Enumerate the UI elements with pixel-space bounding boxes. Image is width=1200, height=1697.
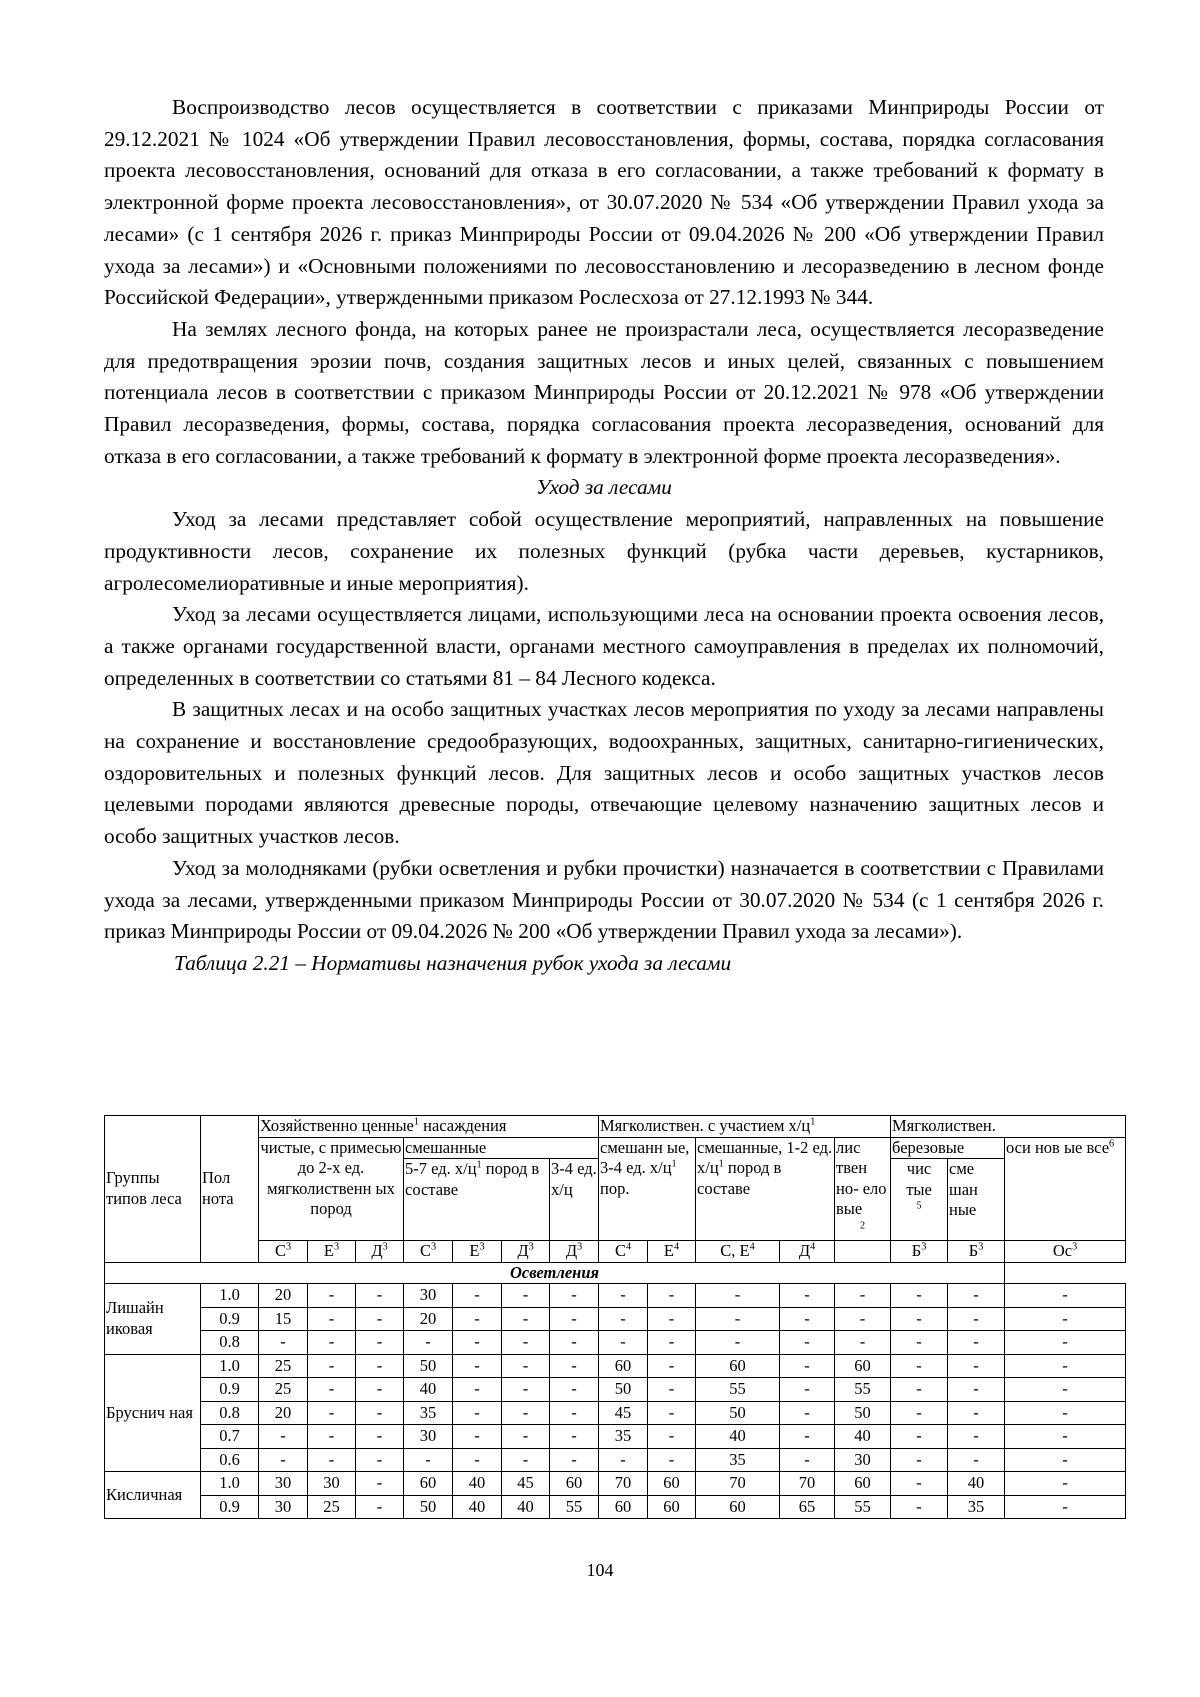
table-cell: - [948, 1307, 1005, 1331]
table-cell: 60 [599, 1354, 648, 1378]
table-cell: 15 [259, 1307, 308, 1331]
table-data-body [105, 1284, 1126, 1519]
table-cell: 50 [404, 1495, 453, 1519]
table-cell: 55 [835, 1378, 891, 1402]
table-caption: Таблица 2.21 – Нормативы назначения рубок ухода за лесами [174, 950, 732, 975]
table-cell: 40 [696, 1425, 780, 1449]
table-cell: 65 [780, 1495, 835, 1519]
table-cell: 40 [453, 1495, 502, 1519]
table-cell: - [780, 1401, 835, 1425]
table-cell: - [550, 1354, 599, 1378]
header-birch-pure: чис тые $^5$ [891, 1159, 948, 1241]
table-cell: - [696, 1331, 780, 1355]
table-cell: - [648, 1354, 696, 1378]
table-cell: 60 [696, 1495, 780, 1519]
table-cell: - [356, 1284, 404, 1308]
header-polnota: Пол нота [201, 1116, 259, 1263]
table-cell: - [550, 1401, 599, 1425]
table-cell: 60 [696, 1354, 780, 1378]
table-cell: - [891, 1472, 948, 1496]
table-cell: - [453, 1331, 502, 1355]
polnota-cell: 1.0 [201, 1472, 259, 1496]
table-cell: - [599, 1331, 648, 1355]
table-cell: 60 [550, 1472, 599, 1496]
table-row [105, 1472, 1126, 1496]
table-cell: 60 [599, 1495, 648, 1519]
table-cell: - [1005, 1307, 1126, 1331]
table-cell: - [835, 1307, 891, 1331]
species-code-cell: $С^3$ [404, 1241, 453, 1263]
table-cell: 60 [648, 1472, 696, 1496]
table-cell: 20 [259, 1284, 308, 1308]
table-cell: - [453, 1307, 502, 1331]
table-cell: - [891, 1354, 948, 1378]
species-code-cell: $Б^3$ [891, 1241, 948, 1263]
table-cell: - [502, 1378, 550, 1402]
table-cell: - [1005, 1425, 1126, 1449]
table-cell: - [1005, 1284, 1126, 1308]
table-cell: 40 [948, 1472, 1005, 1496]
table-cell: - [356, 1448, 404, 1472]
table-cell: - [780, 1425, 835, 1449]
table-cell: - [550, 1378, 599, 1402]
species-code-cell: $Д^3$ [550, 1241, 599, 1263]
header-mixed-5-7: 5-7 ед. $х/ц^1$ пород в составе [404, 1159, 550, 1241]
table-cell: 60 [404, 1472, 453, 1496]
species-code-cell: $С^3$ [259, 1241, 308, 1263]
table-cell: 25 [308, 1495, 356, 1519]
table-cell: 30 [259, 1495, 308, 1519]
table-row [105, 1331, 1126, 1355]
table-cell: - [948, 1331, 1005, 1355]
table-cell: 30 [835, 1448, 891, 1472]
table-cell: - [1005, 1495, 1126, 1519]
table-cell: - [948, 1425, 1005, 1449]
header-birch-mixed: сме шан ные [948, 1159, 1005, 1241]
table-cell: - [308, 1284, 356, 1308]
species-code-cell: $Д^4$ [780, 1241, 835, 1263]
table-cell: 50 [696, 1401, 780, 1425]
species-code-cell: $Д^3$ [356, 1241, 404, 1263]
table-cell: - [404, 1448, 453, 1472]
table-cell: - [780, 1354, 835, 1378]
table-cell: - [308, 1307, 356, 1331]
section-title-osvetleniya: Осветления [105, 1262, 1005, 1284]
table-header-row-1 [105, 1116, 1126, 1138]
standards-table [104, 1115, 1126, 1519]
table-cell: - [648, 1307, 696, 1331]
table-cell: - [835, 1284, 891, 1308]
polnota-cell: 0.8 [201, 1331, 259, 1355]
table-cell: - [599, 1284, 648, 1308]
table-cell: - [308, 1401, 356, 1425]
table-cell: 35 [696, 1448, 780, 1472]
table-cell: - [948, 1354, 1005, 1378]
paragraph-care-actors: Уход за лесами осуществляется лицами, использующими леса на основании проекта освоения лесов, а также органами государственной власти, органами местного самоуправления в пределах их полномочий, определенных в соответствии со статьями 81 – 84 Лесного кодекса. [104, 602, 1104, 690]
table-cell: 55 [550, 1495, 599, 1519]
table-cell: - [891, 1425, 948, 1449]
table-cell: - [948, 1378, 1005, 1402]
header-mixed-1-2: смешанные, 1-2 ед. $х/ц^1$ пород в составе [696, 1137, 835, 1241]
table-cell: 30 [404, 1284, 453, 1308]
table-cell: - [502, 1331, 550, 1355]
table-cell: - [356, 1307, 404, 1331]
table-cell: - [891, 1378, 948, 1402]
table-cell: - [356, 1425, 404, 1449]
table-cell: - [948, 1401, 1005, 1425]
table-cell: - [502, 1448, 550, 1472]
table-cell: 25 [259, 1378, 308, 1402]
table-species-codes-row [105, 1241, 1126, 1263]
species-code-cell: $Б^3$ [948, 1241, 1005, 1263]
table-cell: 50 [599, 1378, 648, 1402]
table-cell: - [696, 1284, 780, 1308]
table-row [105, 1378, 1126, 1402]
table-cell: - [648, 1425, 696, 1449]
table-cell: - [648, 1378, 696, 1402]
table-cell: 40 [502, 1495, 550, 1519]
table-cell: 40 [835, 1425, 891, 1449]
table-cell: - [599, 1307, 648, 1331]
table-cell: 40 [453, 1472, 502, 1496]
header-pure: чистые, с примесью до 2-х ед. мягколиственн ых пород [259, 1137, 404, 1241]
table-cell: - [1005, 1354, 1126, 1378]
table-cell: - [891, 1331, 948, 1355]
table-cell: 20 [259, 1401, 308, 1425]
species-code-cell: $Ос^3$ [1005, 1241, 1126, 1263]
table-cell: - [453, 1284, 502, 1308]
forest-type-group-cell: Лишайн иковая [105, 1284, 201, 1355]
table-cell: - [356, 1378, 404, 1402]
table-cell: - [308, 1448, 356, 1472]
table-cell: 35 [404, 1401, 453, 1425]
table-row [105, 1307, 1126, 1331]
table-cell: 50 [835, 1401, 891, 1425]
table-cell: 35 [599, 1425, 648, 1449]
table-cell: - [502, 1307, 550, 1331]
table-cell: 45 [502, 1472, 550, 1496]
species-code-cell [835, 1241, 891, 1263]
table-section-row [105, 1262, 1126, 1284]
polnota-cell: 0.9 [201, 1495, 259, 1519]
table-cell: - [453, 1378, 502, 1402]
table-cell: - [891, 1401, 948, 1425]
table-cell: 70 [696, 1472, 780, 1496]
table-cell: - [835, 1331, 891, 1355]
table-cell: - [356, 1401, 404, 1425]
header-3-4-units: 3-4 ед. х/ц [550, 1159, 599, 1241]
table-cell: 30 [404, 1425, 453, 1449]
table-cell: 50 [404, 1354, 453, 1378]
table-cell: - [780, 1307, 835, 1331]
header-birch: березовые [891, 1137, 1005, 1159]
table-cell: 55 [835, 1495, 891, 1519]
paragraph-afforestation: На землях лесного фонда, на которых ранее не произрастали леса, осуществляется лесоразведение для предотвращения эрозии почв, создания защитных лесов и иных целей, связанных с повышением потенциала лесов в соответствии с приказом Минприроды России от 20.12.2021 № 978 «Об утверждении Правил лесоразведения, формы, состава, порядка согласования проекта лесоразведения, оснований для отказа в его согласовании, а также требований к формату в электронной форме проекта лесоразведения». [104, 316, 1104, 468]
table-cell: - [1005, 1378, 1126, 1402]
species-code-cell: $Е^3$ [453, 1241, 502, 1263]
header-aspen: оси нов ые все$^6$ [1005, 1137, 1126, 1241]
table-cell: - [356, 1495, 404, 1519]
header-valuable-stands: Хозяйственно ценные$^1$ насаждения [259, 1116, 599, 1138]
table-cell: - [780, 1284, 835, 1308]
species-code-cell: С, $Е^4$ [696, 1241, 780, 1263]
table-cell: 45 [599, 1401, 648, 1425]
table-cell: - [648, 1401, 696, 1425]
table-cell: - [550, 1448, 599, 1472]
page-number: 104 [586, 1560, 614, 1580]
table-cell: - [1005, 1401, 1126, 1425]
table-cell: - [356, 1354, 404, 1378]
table-cell: - [356, 1331, 404, 1355]
table-cell: - [948, 1448, 1005, 1472]
table-cell: - [1005, 1331, 1126, 1355]
species-code-cell: $Е^4$ [648, 1241, 696, 1263]
polnota-cell: 0.7 [201, 1425, 259, 1449]
table-cell: - [453, 1448, 502, 1472]
table-cell: - [502, 1401, 550, 1425]
table-cell: 70 [599, 1472, 648, 1496]
table-cell: - [780, 1331, 835, 1355]
table-row [105, 1401, 1126, 1425]
polnota-cell: 1.0 [201, 1284, 259, 1308]
table-cell: - [404, 1331, 453, 1355]
polnota-cell: 1.0 [201, 1354, 259, 1378]
table-cell: - [550, 1307, 599, 1331]
table-cell: 30 [259, 1472, 308, 1496]
table-cell: 55 [696, 1378, 780, 1402]
table-cell: 30 [308, 1472, 356, 1496]
table-cell: - [550, 1425, 599, 1449]
document-body [104, 92, 1104, 998]
table-cell: - [891, 1495, 948, 1519]
table-cell: 20 [404, 1307, 453, 1331]
table-row [105, 1448, 1126, 1472]
header-leaf-spruce: лис твен но- ело вые $^2$ [835, 1137, 891, 1241]
table-cell: - [259, 1331, 308, 1355]
table-cell: - [356, 1472, 404, 1496]
table-cell: - [648, 1448, 696, 1472]
table-cell: - [259, 1425, 308, 1449]
header-soft-with-valuable: Мягколиствен. с участием $х/ц^1$ [599, 1116, 891, 1138]
header-mixed-3-4: смешанн ые, 3-4 ед. $х/ц^1$ пор. [599, 1137, 696, 1241]
table-cell: 60 [648, 1495, 696, 1519]
polnota-cell: 0.6 [201, 1448, 259, 1472]
table-cell: 70 [780, 1472, 835, 1496]
table-cell: - [948, 1284, 1005, 1308]
table-cell: 60 [835, 1354, 891, 1378]
table-cell: - [599, 1448, 648, 1472]
header-group-types: Группы типов леса [105, 1116, 201, 1263]
table-cell: - [308, 1354, 356, 1378]
table-cell: - [308, 1425, 356, 1449]
table-cell: - [259, 1448, 308, 1472]
polnota-cell: 0.9 [201, 1378, 259, 1402]
table-cell: 35 [948, 1495, 1005, 1519]
table-cell: - [550, 1284, 599, 1308]
table-cell: - [891, 1448, 948, 1472]
header-mixed: смешанные [404, 1137, 599, 1159]
table-cell: - [648, 1331, 696, 1355]
polnota-cell: 0.8 [201, 1401, 259, 1425]
table-cell: - [453, 1354, 502, 1378]
table-cell: - [453, 1425, 502, 1449]
table-cell: - [696, 1307, 780, 1331]
polnota-cell: 0.9 [201, 1307, 259, 1331]
table-row [105, 1425, 1126, 1449]
table-cell: - [1005, 1472, 1126, 1496]
table-cell: 60 [835, 1472, 891, 1496]
forest-type-group-cell: Бруснич ная [105, 1354, 201, 1472]
table-row [105, 1284, 1126, 1308]
table-cell: - [453, 1401, 502, 1425]
table-cell: - [891, 1284, 948, 1308]
table-cell: - [502, 1425, 550, 1449]
species-code-cell: $Д^3$ [502, 1241, 550, 1263]
table-cell: - [891, 1307, 948, 1331]
table-header-row-2 [105, 1137, 1126, 1159]
paragraph-reproduction: Воспроизводство лесов осуществляется в соответствии с приказами Минприроды России от 29.12.2021 № 1024 «Об утверждении Правил лесовосстановления, формы, состава, порядка согласования проекта лесовосстановления, оснований для отказа в его согласовании, а также требований к формату в электронной форме проекта лесовосстановления», от 30.07.2020 № 534 «Об утверждении Правил ухода за лесами» (с 1 сентября 2026 г. приказ Минприроды России от 09.04.2026 № 200 «Об утверждении Правил ухода за лесами») и «Основными положениями по лесовосстановлению и лесоразведению в лесном фонде Российской Федерации», утвержденными приказом Рослесхоза от 27.12.1993 № 344. [104, 95, 1104, 310]
forest-type-group-cell: Кисличная [105, 1472, 201, 1519]
header-softwood: Мягколиствен. [891, 1116, 1126, 1138]
paragraph-care-definition: Уход за лесами представляет собой осуществление мероприятий, направленных на повышение продуктивности лесов, сохранение их полезных функций (рубка части деревьев, кустарников, агролесомелиоративные и иные мероприятия). [104, 507, 1104, 595]
table-cell: - [502, 1284, 550, 1308]
table-cell: - [648, 1284, 696, 1308]
table-cell: - [502, 1354, 550, 1378]
table-cell: 40 [404, 1378, 453, 1402]
species-code-cell: $С^4$ [599, 1241, 648, 1263]
paragraph-young-stands: Уход за молодняками (рубки осветления и рубки прочистки) назначается в соответствии с Правилами ухода за лесами, утвержденными приказом Минприроды России от 30.07.2020 № 534 (с 1 сентября 2026 г. приказ Минприроды России от 09.04.2026 № 200 «Об утверждении Правил ухода за лесами»). [104, 855, 1104, 944]
table-cell: - [308, 1331, 356, 1355]
table-cell: - [1005, 1448, 1126, 1472]
table-cell: 25 [259, 1354, 308, 1378]
paragraph-protective-forests: В защитных лесах и на особо защитных участках лесов мероприятия по уходу за лесами направлены на сохранение и восстановление средообразующих, водоохранных, защитных, санитарно-гигиенических, оздоровительных и полезных функций лесов. Для защитных лесов и особо защитных участков лесов целевыми породами являются древесные породы, отвечающие целевому назначению защитных лесов и особо защитных участков лесов. [104, 697, 1104, 849]
section-heading: Уход за лесами [536, 475, 672, 500]
species-code-cell: $Е^3$ [308, 1241, 356, 1263]
table-cell: - [550, 1331, 599, 1355]
table-row [105, 1354, 1126, 1378]
table-cell: - [780, 1378, 835, 1402]
table-cell: - [308, 1378, 356, 1402]
table-cell: - [780, 1448, 835, 1472]
table-row [105, 1495, 1126, 1519]
